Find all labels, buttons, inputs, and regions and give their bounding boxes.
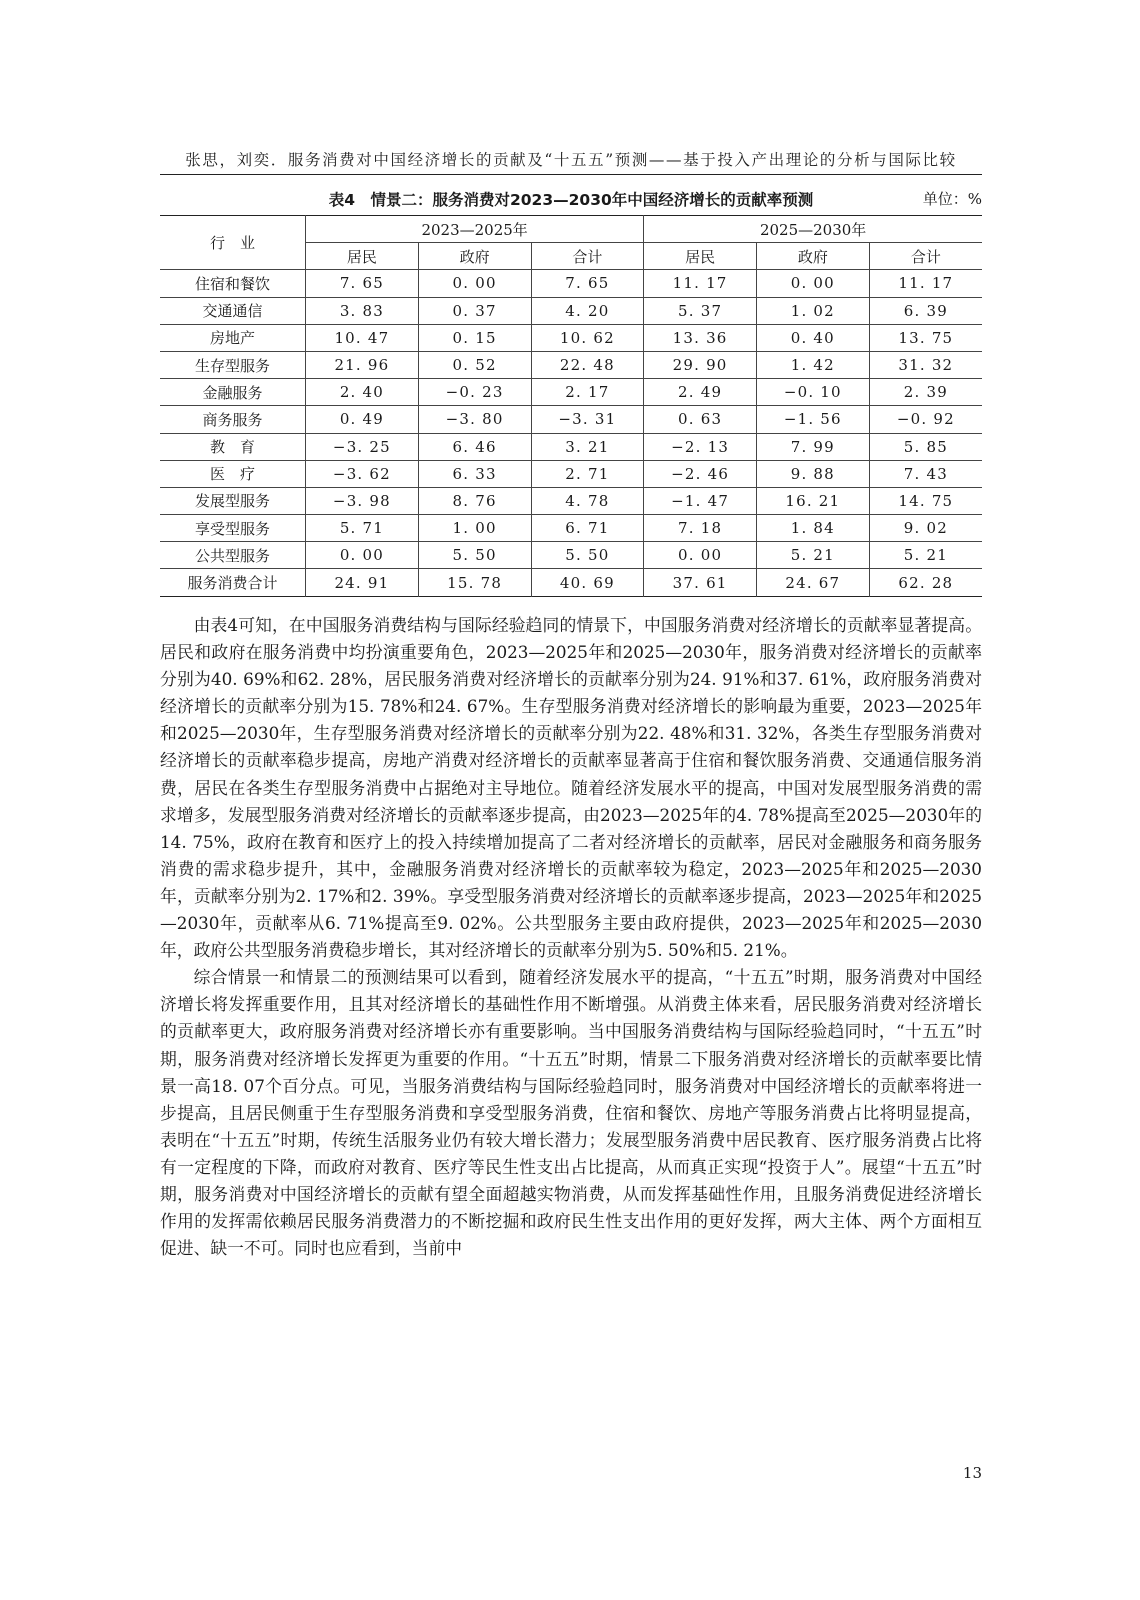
table-cell: 5. 37	[644, 297, 757, 324]
subheader-resident: 居民	[644, 243, 757, 270]
table-cell: −1. 56	[756, 406, 869, 433]
table-cell: 5. 21	[756, 542, 869, 569]
table-cell: 15. 78	[418, 569, 531, 596]
table-row	[160, 379, 982, 406]
row-label: 发展型服务	[160, 487, 306, 514]
body-text	[160, 612, 982, 1262]
subheader-government: 政府	[418, 243, 531, 270]
table-cell: 4. 78	[531, 487, 644, 514]
table-cell: 0. 00	[306, 542, 419, 569]
table-cell: 24. 91	[306, 569, 419, 596]
table-cell: 0. 00	[756, 270, 869, 297]
table-cell: 7. 43	[869, 460, 982, 487]
table-row	[160, 460, 982, 487]
table-cell: −3. 25	[306, 433, 419, 460]
table-cell: 37. 61	[644, 569, 757, 596]
table-cell: −0. 10	[756, 379, 869, 406]
table-row	[160, 515, 982, 542]
table-cell: 2. 40	[306, 379, 419, 406]
table-cell: −2. 13	[644, 433, 757, 460]
table-cell: 3. 21	[531, 433, 644, 460]
table-caption	[160, 188, 982, 210]
table-cell: 11. 17	[869, 270, 982, 297]
table-cell: 4. 20	[531, 297, 644, 324]
table-cell: −3. 31	[531, 406, 644, 433]
table-row	[160, 569, 982, 596]
table-cell: 6. 71	[531, 515, 644, 542]
row-label: 教 育	[160, 433, 306, 460]
table-cell: 0. 15	[418, 324, 531, 351]
table-cell: 2. 49	[644, 379, 757, 406]
table-cell: 1. 00	[418, 515, 531, 542]
table-cell: 2. 71	[531, 460, 644, 487]
row-label: 交通通信	[160, 297, 306, 324]
table-cell: −0. 23	[418, 379, 531, 406]
subheader-government: 政府	[756, 243, 869, 270]
row-label: 服务消费合计	[160, 569, 306, 596]
table-row	[160, 433, 982, 460]
header-rule	[160, 174, 982, 175]
table-cell: 5. 21	[869, 542, 982, 569]
table-cell: 0. 37	[418, 297, 531, 324]
table-cell: 13. 75	[869, 324, 982, 351]
table-cell: 31. 32	[869, 351, 982, 378]
row-label: 公共型服务	[160, 542, 306, 569]
period-header-2025-2030: 2025—2030年	[644, 216, 982, 243]
table-cell: 1. 02	[756, 297, 869, 324]
page-number: 13	[962, 1464, 982, 1482]
table-cell: 5. 50	[531, 542, 644, 569]
table-cell: 24. 67	[756, 569, 869, 596]
data-table	[160, 215, 982, 597]
table-cell: 7. 65	[306, 270, 419, 297]
table-cell: 14. 75	[869, 487, 982, 514]
table-cell: −3. 62	[306, 460, 419, 487]
paragraph: 由表4可知，在中国服务消费结构与国际经验趋同的情景下，中国服务消费对经济增长的贡献率显著提高。居民和政府在服务消费中均扮演重要角色，2023—2025年和2025—2030年，服务消费对经济增长的贡献率分别为40. 69%和62. 28%，居民服务消费对经济增长的贡献率分别为24. 91%和37. 61%，政府服务消费对经济增长的贡献率分别为15. 78%和24. 67%。生存型服务消费对经济增长的影响最为重要，2023—2025年和2025—2030年，生存型服务消费对经济增长的贡献率分别为22. 48%和31. 32%，各类生存型服务消费对经济增长的贡献率稳步提高，房地产消费对经济增长的贡献率显著高于住宿和餐饮服务消费、交通通信服务消费，居民在各类生存型服务消费中占据绝对主导地位。随着经济发展水平的提高，中国对发展型服务消费的需求增多，发展型服务消费对经济增长的贡献率逐步提高，由2023—2025年的4. 78%提高至2025—2030年的14. 75%，政府在教育和医疗上的投入持续增加提高了二者对经济增长的贡献率，居民对金融服务和商务服务消费的需求稳步提升，其中，金融服务消费对经济增长的贡献率较为稳定，2023—2025年和2025—2030年，贡献率分别为2. 17%和2. 39%。享受型服务消费对经济增长的贡献率逐步提高，2023—2025年和2025—2030年，贡献率从6. 71%提高至9. 02%。公共型服务主要由政府提供，2023—2025年和2025—2030年，政府公共型服务消费稳步增长，其对经济增长的贡献率分别为5. 50%和5. 21%。	[160, 615, 982, 961]
table-cell: −3. 98	[306, 487, 419, 514]
table-cell: 10. 62	[531, 324, 644, 351]
table-body	[160, 270, 982, 596]
table-row	[160, 542, 982, 569]
table-cell: 6. 46	[418, 433, 531, 460]
table-cell: 1. 84	[756, 515, 869, 542]
table-cell: 10. 47	[306, 324, 419, 351]
table-cell: 9. 02	[869, 515, 982, 542]
table-cell: 0. 49	[306, 406, 419, 433]
running-header: 张思，刘奕．服务消费对中国经济增长的贡献及“十五五”预测——基于投入产出理论的分析与国际比较	[185, 151, 957, 169]
table-cell: 5. 50	[418, 542, 531, 569]
table-cell: 9. 88	[756, 460, 869, 487]
column-header-industry: 行 业	[160, 216, 306, 270]
row-label: 商务服务	[160, 406, 306, 433]
table-row	[160, 351, 982, 378]
subheader-total: 合计	[869, 243, 982, 270]
table-cell: 13. 36	[644, 324, 757, 351]
table-cell: 0. 40	[756, 324, 869, 351]
table-cell: 7. 99	[756, 433, 869, 460]
table-cell: 0. 52	[418, 351, 531, 378]
table-cell: 7. 65	[531, 270, 644, 297]
table-cell: 5. 85	[869, 433, 982, 460]
table-cell: 21. 96	[306, 351, 419, 378]
table-row	[160, 270, 982, 297]
table-cell: 0. 00	[644, 542, 757, 569]
table-cell: 6. 33	[418, 460, 531, 487]
table-unit: 单位：%	[922, 190, 982, 208]
table-cell: 5. 71	[306, 515, 419, 542]
table-cell: 0. 00	[418, 270, 531, 297]
table-row	[160, 297, 982, 324]
table-cell: −1. 47	[644, 487, 757, 514]
table-cell: 8. 76	[418, 487, 531, 514]
row-label: 住宿和餐饮	[160, 270, 306, 297]
table-cell: −0. 92	[869, 406, 982, 433]
table-cell: 6. 39	[869, 297, 982, 324]
row-label: 医 疗	[160, 460, 306, 487]
table-cell: 1. 42	[756, 351, 869, 378]
table-cell: 3. 83	[306, 297, 419, 324]
table-cell: 0. 63	[644, 406, 757, 433]
table-cell: 22. 48	[531, 351, 644, 378]
table-cell: 29. 90	[644, 351, 757, 378]
row-label: 生存型服务	[160, 351, 306, 378]
period-header-2023-2025: 2023—2025年	[306, 216, 644, 243]
row-label: 金融服务	[160, 379, 306, 406]
table-row	[160, 487, 982, 514]
table-cell: −2. 46	[644, 460, 757, 487]
table-cell: 2. 17	[531, 379, 644, 406]
table-title: 表4 情景二：服务消费对2023—2030年中国经济增长的贡献率预测	[328, 191, 814, 209]
subheader-resident: 居民	[306, 243, 419, 270]
table-row	[160, 324, 982, 351]
table-cell: 11. 17	[644, 270, 757, 297]
paragraph: 综合情景一和情景二的预测结果可以看到，随着经济发展水平的提高，“十五五”时期，服务消费对中国经济增长将发挥重要作用，且其对经济增长的基础性作用不断增强。从消费主体来看，居民服务消费对经济增长的贡献率更大，政府服务消费对经济增长亦有重要影响。当中国服务消费结构与国际经验趋同时，“十五五”时期，服务消费对经济增长发挥更为重要的作用。“十五五”时期，情景二下服务消费对经济增长的贡献率要比情景一高18. 07个百分点。可见，当服务消费结构与国际经验趋同时，服务消费对中国经济增长的贡献率将进一步提高，且居民侧重于生存型服务消费和享受型服务消费，住宿和餐饮、房地产等服务消费占比将明显提高，表明在“十五五”时期，传统生活服务业仍有较大增长潜力；发展型服务消费中居民教育、医疗服务消费占比将有一定程度的下降，而政府对教育、医疗等民生性支出占比提高，从而真正实现“投资于人”。展望“十五五”时期，服务消费对中国经济增长的贡献有望全面超越实物消费，从而发挥基础性作用，且服务消费促进经济增长作用的发挥需依赖居民服务消费潜力的不断挖掘和政府民生性支出作用的更好发挥，两大主体、两个方面相互促进、缺一不可。同时也应看到，当前中	[160, 967, 982, 1259]
table-cell: 16. 21	[756, 487, 869, 514]
table-cell: 7. 18	[644, 515, 757, 542]
table-cell: −3. 80	[418, 406, 531, 433]
table-cell: 2. 39	[869, 379, 982, 406]
table-row	[160, 406, 982, 433]
table-cell: 40. 69	[531, 569, 644, 596]
row-label: 享受型服务	[160, 515, 306, 542]
row-label: 房地产	[160, 324, 306, 351]
subheader-total: 合计	[531, 243, 644, 270]
table-cell: 62. 28	[869, 569, 982, 596]
